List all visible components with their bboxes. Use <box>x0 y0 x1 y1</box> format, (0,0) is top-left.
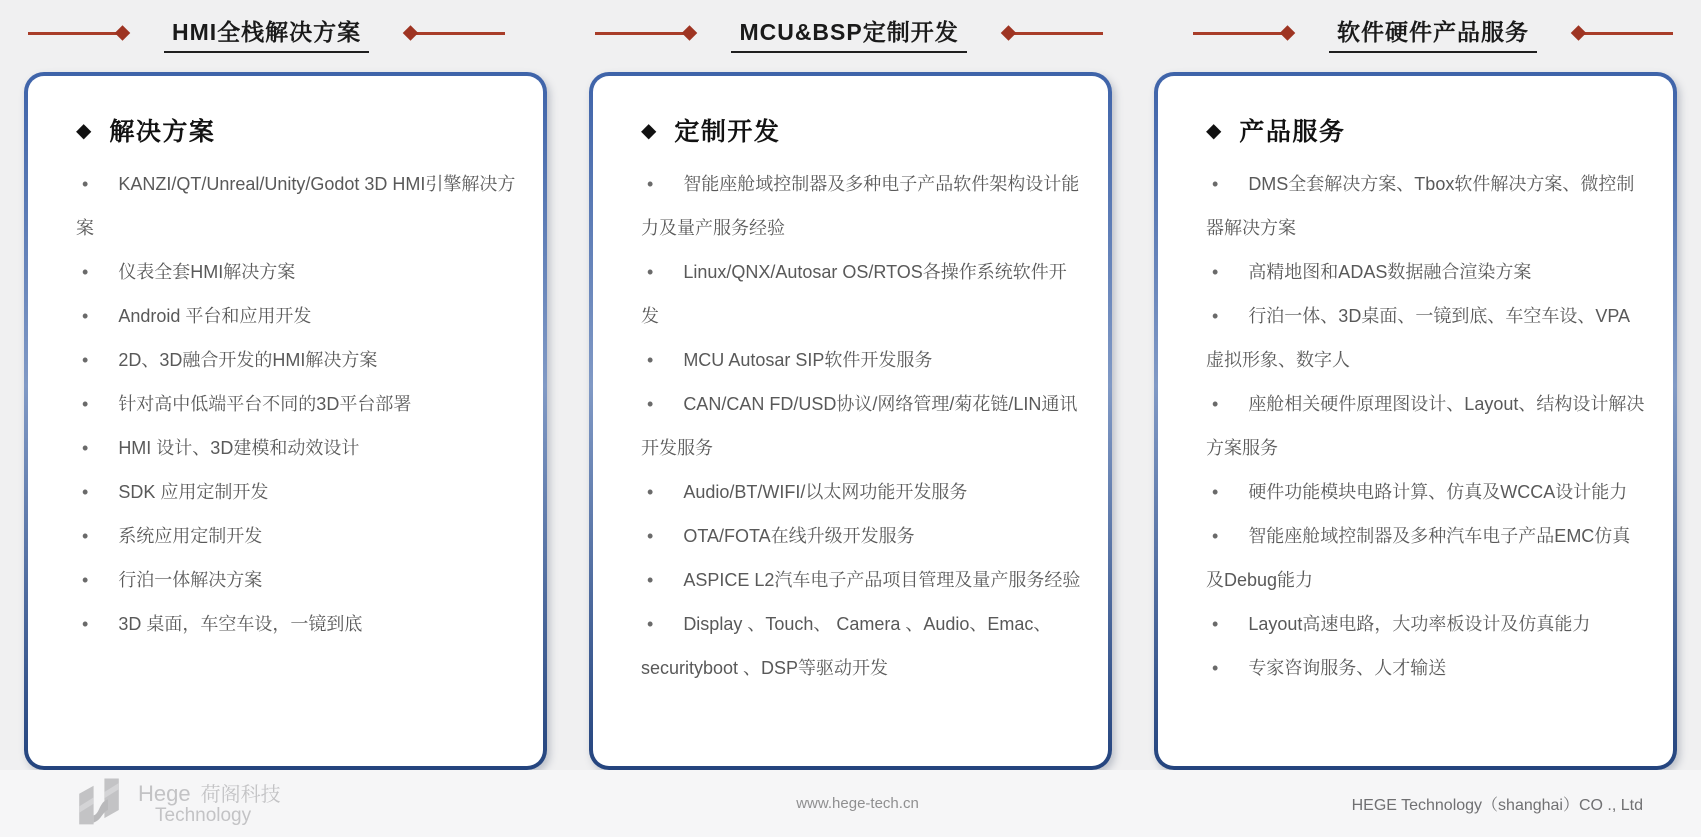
list-item-text: HMI 设计、3D建模和动效设计 <box>118 438 360 458</box>
list-item <box>76 602 517 646</box>
footer-logo <box>72 774 796 833</box>
list-item-text: 系统应用定制开发 <box>118 526 263 546</box>
bullet-icon: • <box>82 174 89 194</box>
bullet-icon: • <box>82 614 89 634</box>
list-item <box>76 558 517 602</box>
list-item-text: Display 、Touch、 Camera 、Audio、Emac、securityboot 、DSP等驱动开发 <box>641 614 1052 678</box>
bullet-icon: • <box>1212 658 1219 678</box>
decorative-line <box>28 32 124 35</box>
list-item-text: 高精地图和ADAS数据融合渲染方案 <box>1248 262 1532 282</box>
card-solutions-body <box>28 76 543 766</box>
list-item <box>641 250 1082 338</box>
bullet-icon: • <box>1212 614 1219 634</box>
list-item-text: DMS全套解决方案、Tbox软件解决方案、微控制器解决方案 <box>1206 174 1635 238</box>
list-item-text: 仪表全套HMI解决方案 <box>118 262 296 282</box>
bullet-icon: • <box>647 526 654 546</box>
list-item-text: 行泊一体、3D桌面、一镜到底、车空车设、VPA虚拟形象、数字人 <box>1206 306 1631 370</box>
card-item-list <box>641 162 1082 690</box>
bullet-icon: • <box>82 570 89 590</box>
bullet-icon: • <box>647 570 654 590</box>
diamond-icon <box>403 25 419 41</box>
decorative-line <box>595 32 691 35</box>
logo-brand-latin: Hege <box>138 780 191 806</box>
card-custom-development <box>589 72 1112 770</box>
footer-company-name: HEGE Technology（shanghai）CO ., Ltd <box>1351 797 1644 814</box>
card-heading <box>76 112 517 148</box>
list-item <box>1206 382 1647 470</box>
list-item <box>76 250 517 294</box>
list-item <box>76 162 517 250</box>
bullet-icon: • <box>647 482 654 502</box>
logo-wordmark <box>138 782 281 826</box>
list-item <box>1206 514 1647 602</box>
bullet-icon: • <box>647 394 654 414</box>
list-item-text: MCU Autosar SIP软件开发服务 <box>683 350 933 370</box>
list-item-text: SDK 应用定制开发 <box>118 482 269 502</box>
heading-diamond-icon: ◆ <box>76 119 92 142</box>
card-heading <box>1206 112 1647 148</box>
bullet-icon: • <box>647 350 654 370</box>
heading-diamond-icon: ◆ <box>1206 119 1222 142</box>
bullet-icon: • <box>1212 306 1219 326</box>
bullet-icon: • <box>1212 482 1219 502</box>
list-item <box>641 514 1082 558</box>
list-item <box>1206 294 1647 382</box>
bullet-icon: • <box>647 614 654 634</box>
list-item-text: 2D、3D融合开发的HMI解决方案 <box>118 350 378 370</box>
list-item <box>641 470 1082 514</box>
list-item-text: 行泊一体解决方案 <box>118 570 263 590</box>
logo-brand-line2: Technology <box>155 804 252 826</box>
list-item <box>641 162 1082 250</box>
diamond-icon <box>1571 25 1587 41</box>
list-item <box>76 382 517 426</box>
card-heading <box>641 112 1082 148</box>
list-item-text: Layout高速电路，大功率板设计及仿真能力 <box>1248 614 1591 634</box>
list-item <box>1206 646 1647 690</box>
bullet-icon: • <box>82 526 89 546</box>
card-solutions <box>24 72 547 770</box>
list-item-text: 专家咨询服务、人才输送 <box>1248 658 1447 678</box>
list-item <box>1206 470 1647 514</box>
bullet-icon: • <box>647 174 654 194</box>
decorative-line <box>1007 32 1103 35</box>
bullet-icon: • <box>82 350 89 370</box>
card-heading-text: 定制开发 <box>674 118 781 146</box>
cards-row <box>0 64 1701 770</box>
header-banner <box>0 2 1701 64</box>
decorative-line <box>409 32 505 35</box>
logo-brand-chinese: 荷阁科技 <box>200 783 281 806</box>
list-item <box>76 514 517 558</box>
card-product-services-body <box>1158 76 1673 766</box>
list-item <box>76 294 517 338</box>
list-item-text: KANZI/QT/Unreal/Unity/Godot 3D HMI引擎解决方案 <box>76 174 516 238</box>
list-item-text: ASPICE L2汽车电子产品项目管理及量产服务经验 <box>683 570 1081 590</box>
list-item-text: Audio/BT/WIFI/以太网功能开发服务 <box>683 482 968 502</box>
diamond-icon <box>682 25 698 41</box>
heading-diamond-icon: ◆ <box>641 119 657 142</box>
bullet-icon: • <box>647 262 654 282</box>
list-item <box>641 338 1082 382</box>
list-item <box>76 338 517 382</box>
list-item <box>76 426 517 470</box>
list-item-text: CAN/CAN FD/USD协议/网络管理/菊花链/LIN通讯开发服务 <box>641 394 1078 458</box>
list-item <box>1206 250 1647 294</box>
list-item <box>641 382 1082 470</box>
bullet-icon: • <box>82 394 89 414</box>
footer <box>0 770 1701 837</box>
card-custom-development-body <box>593 76 1108 766</box>
header-section-products <box>1193 14 1673 53</box>
footer-website: www.hege-tech.cn <box>796 795 919 812</box>
diamond-icon <box>115 25 131 41</box>
bullet-icon: • <box>1212 174 1219 194</box>
list-item-text: Linux/QNX/Autosar OS/RTOS各操作系统软件开发 <box>641 262 1067 326</box>
bullet-icon: • <box>82 306 89 326</box>
bullet-icon: • <box>82 482 89 502</box>
decorative-line <box>1193 32 1289 35</box>
section-title-products: 软件硬件产品服务 <box>1329 14 1537 53</box>
list-item-text: OTA/FOTA在线升级开发服务 <box>683 526 915 546</box>
list-item <box>1206 162 1647 250</box>
hege-logo-icon <box>72 774 126 833</box>
card-item-list <box>76 162 517 646</box>
bullet-icon: • <box>1212 262 1219 282</box>
list-item <box>1206 602 1647 646</box>
section-title-hmi: HMI全栈解决方案 <box>164 14 369 53</box>
list-item-text: 智能座舱域控制器及多种汽车电子产品EMC仿真及Debug能力 <box>1206 526 1631 590</box>
bullet-icon: • <box>82 438 89 458</box>
card-product-services <box>1154 72 1677 770</box>
bullet-icon: • <box>1212 526 1219 546</box>
diamond-icon <box>1280 25 1296 41</box>
bullet-icon: • <box>82 262 89 282</box>
bullet-icon: • <box>1212 394 1219 414</box>
diamond-icon <box>1000 25 1016 41</box>
header-section-hmi <box>28 14 505 53</box>
list-item-text: 座舱相关硬件原理图设计、Layout、结构设计解决方案服务 <box>1206 394 1645 458</box>
decorative-line <box>1577 32 1673 35</box>
header-section-mcu-bsp <box>595 14 1102 53</box>
section-title-mcu-bsp: MCU&BSP定制开发 <box>731 14 966 53</box>
list-item-text: 智能座舱域控制器及多种电子产品软件架构设计能力及量产服务经验 <box>641 174 1080 238</box>
card-item-list <box>1206 162 1647 690</box>
list-item-text: 3D 桌面，车空车设，一镜到底 <box>118 614 363 634</box>
list-item <box>641 558 1082 602</box>
card-heading-text: 解决方案 <box>109 118 216 146</box>
list-item <box>641 602 1082 690</box>
card-heading-text: 产品服务 <box>1239 118 1346 146</box>
list-item-text: 硬件功能模块电路计算、仿真及WCCA设计能力 <box>1248 482 1628 502</box>
list-item-text: Android 平台和应用开发 <box>118 306 312 326</box>
list-item <box>76 470 517 514</box>
list-item-text: 针对高中低端平台不同的3D平台部署 <box>118 394 412 414</box>
